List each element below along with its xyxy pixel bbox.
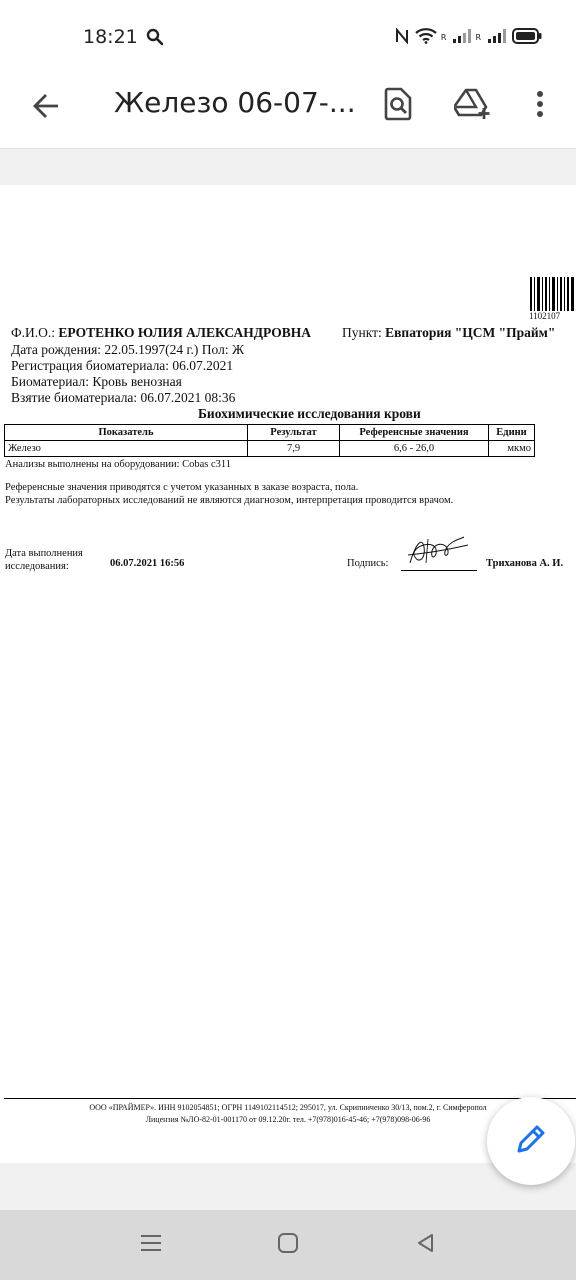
add-to-drive-icon [454,88,490,124]
battery-icon [512,28,542,48]
footer-divider [4,1098,576,1099]
home-square-icon [277,1232,299,1258]
date-label-line: Дата выполнения [5,548,83,559]
table-cell: 6,6 - 26,0 [340,441,489,457]
results-table [4,424,535,457]
document-page[interactable] [0,185,576,1163]
registration-line: Регистрация биоматериала: 06.07.2021 [11,358,234,373]
completion-date: 06.07.2021 16:56 [110,558,185,569]
more-options-button[interactable] [520,84,560,128]
status-time: 18:21 [83,26,138,48]
signal-icon [453,28,471,47]
app-bar [0,72,576,149]
more-vert-icon [536,90,544,122]
footer-license-line: Лицензия №ЛО-82-01-001170 от 09.12.20г. тел. +7(978)016-45-46; +7(978)098-06-96 [145,1115,431,1124]
wifi-icon [415,27,437,48]
column-header: Результат [248,425,340,441]
signal-icon [488,28,506,47]
status-bar [0,0,576,72]
table-cell: Железо [5,441,248,457]
column-header: Едини [489,425,535,441]
sim1-roaming-label: R [440,33,447,42]
home-button[interactable] [273,1230,303,1260]
system-nav-bar [0,1210,576,1280]
table-cell: 7,9 [248,441,340,457]
back-triangle-icon [414,1232,436,1258]
column-header: Референсные значения [340,425,489,441]
section-title: Биохимические исследования крови [198,406,421,421]
fio-label: Ф.И.О.: [11,325,56,340]
reference-note: Референсные значения приводятся с учетом указанных в заказе возраста, пола. [5,482,359,493]
results-note: Результаты лабораторных исследований не являются диагнозом, интерпретация проводится врачом. [5,495,454,506]
patient-name-line [11,325,311,341]
equipment-note: Анализы выполнены на оборудовании: Cobas c311 [5,459,232,470]
biomaterial-line: Биоматериал: Кровь венозная [11,374,182,389]
table-cell: мкмо [489,441,535,457]
table-header-row [5,425,535,441]
status-icons [395,27,542,48]
barcode-number: 1102107 [529,311,561,321]
punkt-value: Евпатория "ЦСМ "Прайм" [385,325,556,340]
edit-fab-button[interactable] [487,1097,575,1185]
signature-image [402,533,472,569]
document-title: Железо 06-07-... [114,86,356,119]
birth-date-line: Дата рождения: 22.05.1997(24 г.) Пол: Ж [11,342,245,357]
search-icon [146,28,164,50]
back-nav-button[interactable] [410,1230,440,1260]
signer-name: Триханова А. И. [486,558,564,569]
signature-line [401,570,477,571]
date-label-line: исследования: [5,561,69,572]
table-row [5,441,535,457]
barcode [530,277,576,311]
patient-name: ЕРОТЕНКО ЮЛИЯ АЛЕКСАНДРОВНА [58,325,311,340]
back-button[interactable] [26,88,66,128]
completion-date-label [5,547,83,573]
column-header: Показатель [5,425,248,441]
add-to-drive-button[interactable] [450,84,494,128]
collection-point [342,325,555,341]
nfc-icon [395,28,409,48]
sim2-roaming-label: R [475,33,481,42]
footer-company-line: ООО «ПРАЙМЕР». ИНН 9102054851; ОГРН 1149102114512; 295017, ул. Скрипниченко 30/13, пом.2, г. Симферопол [89,1103,487,1112]
find-in-page-button[interactable] [376,84,420,128]
menu-icon [140,1232,162,1258]
recent-apps-button[interactable] [136,1230,166,1260]
signature-label: Подпись: [347,558,389,569]
find-in-page-icon [383,87,413,125]
pencil-icon [514,1122,548,1160]
arrow-back-icon [31,91,61,125]
punkt-label: Пункт: [342,325,382,340]
collection-line: Взятие биоматериала: 06.07.2021 08:36 [11,390,236,405]
